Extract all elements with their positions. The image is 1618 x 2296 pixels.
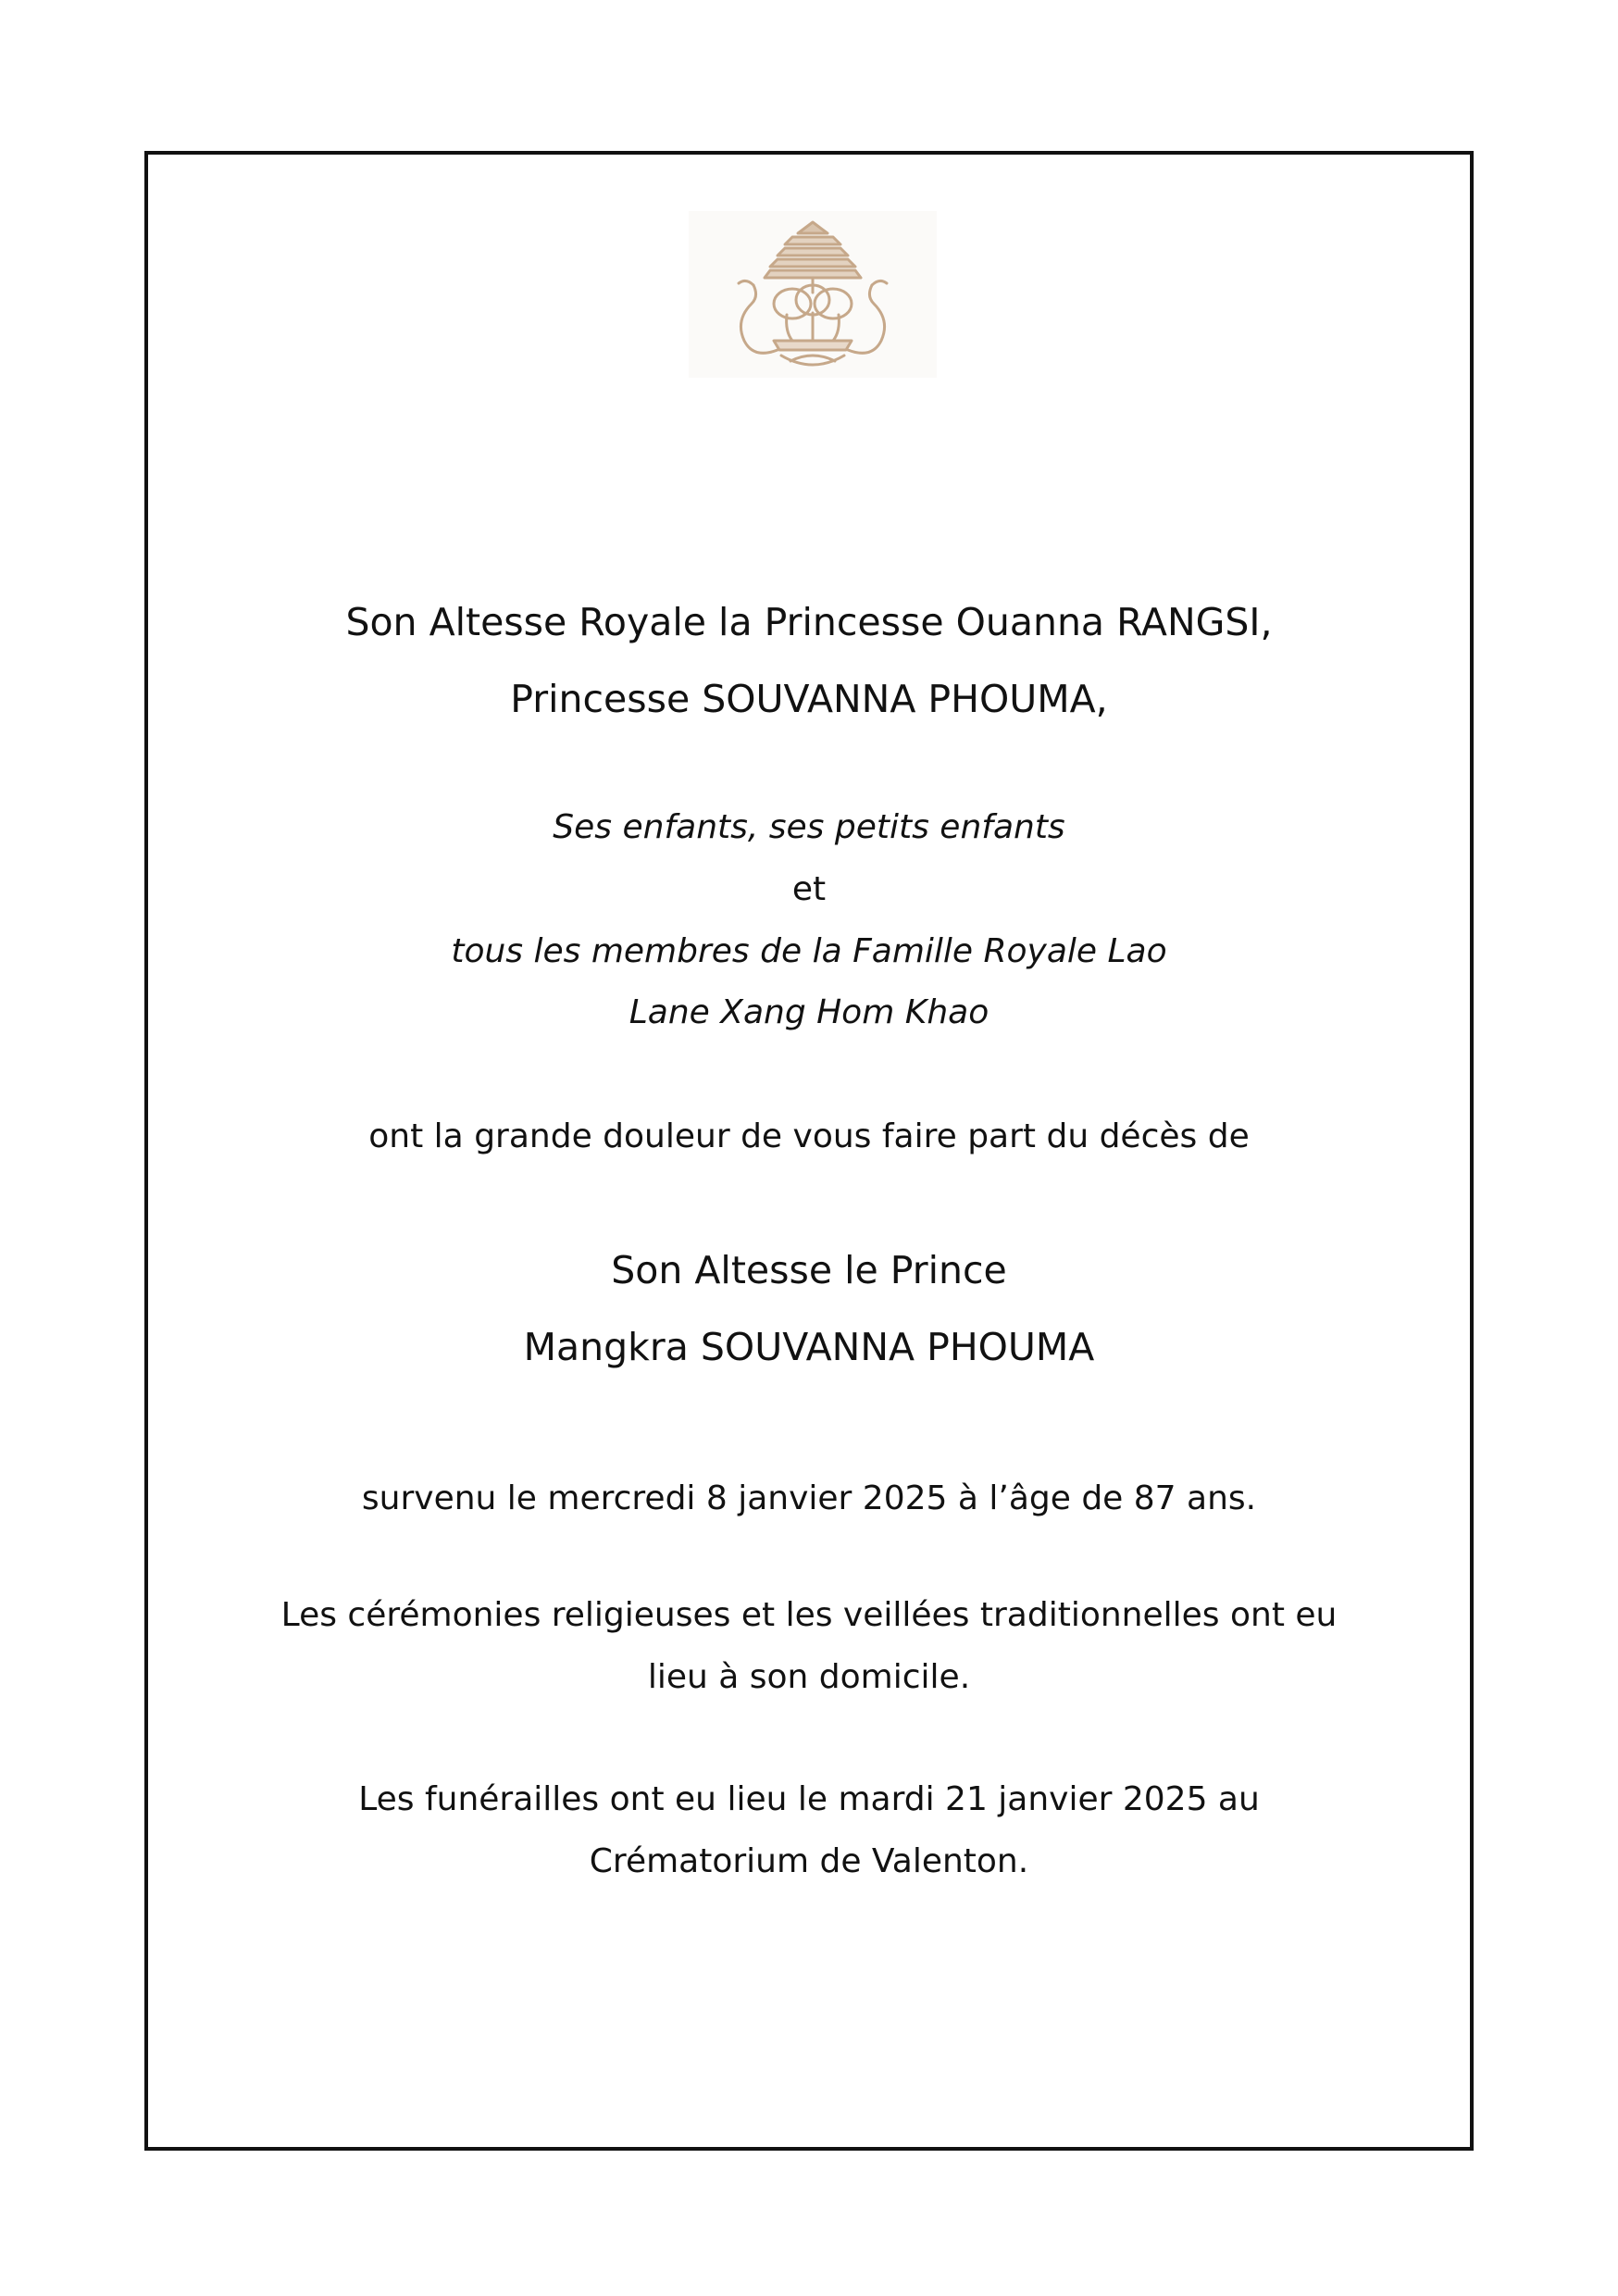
family-line-4: Lane Xang Hom Khao: [629, 993, 989, 1031]
family-line-3: tous les membres de la Famille Royale Lao: [451, 932, 1167, 970]
deceased-title: Son Altesse le Prince: [611, 1248, 1007, 1292]
ceremonies-line-1: Les cérémonies religieuses et les veillées traditionnelles ont eu: [280, 1596, 1338, 1634]
deceased-name: Mangkra SOUVANNA PHOUMA: [523, 1325, 1095, 1369]
family-line-2: et: [791, 870, 827, 908]
funeral-line-1: Les funérailles ont eu lieu le mardi 21 janvier 2025 au: [358, 1780, 1260, 1818]
funeral-line-2: Crématorium de Valenton.: [589, 1842, 1029, 1880]
family-line-1: Ses enfants, ses petits enfants: [553, 808, 1065, 846]
announcer-line-1: Son Altesse Royale la Princesse Ouanna RANGSI,: [345, 600, 1273, 644]
announcement-text: ont la grande douleur de vous faire part du décès de: [368, 1117, 1250, 1155]
announcer-line-2: Princesse SOUVANNA PHOUMA,: [510, 677, 1108, 721]
royal-lao-emblem-icon: [689, 211, 937, 378]
ceremonies-line-2: lieu à son domicile.: [647, 1658, 971, 1696]
death-info: survenu le mercredi 8 janvier 2025 à l’âge de 87 ans.: [361, 1479, 1257, 1517]
